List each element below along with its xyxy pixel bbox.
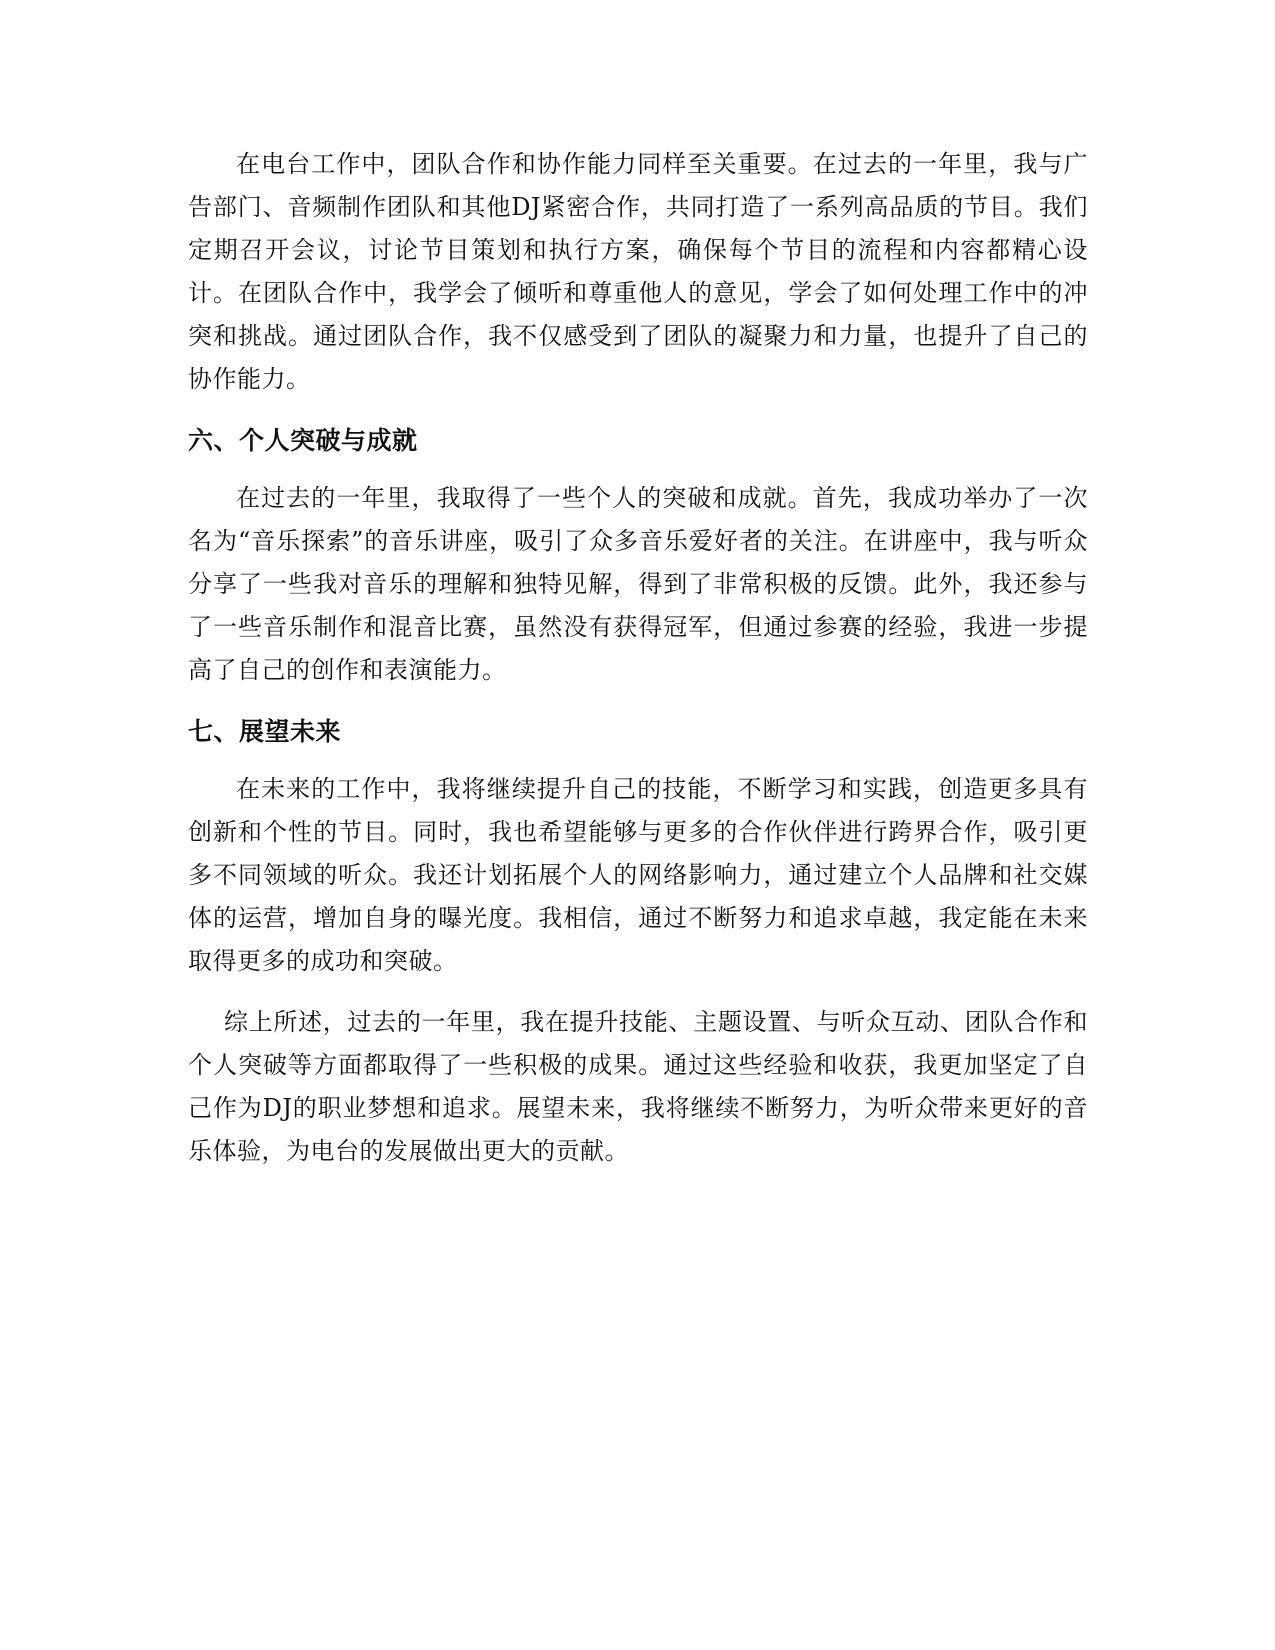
paragraph-future-outlook: 在未来的工作中，我将继续提升自己的技能，不断学习和实践，创造更多具有创新和个性的节目。同时，我也希望能够与更多的合作伙伴进行跨界合作，吸引更多不同领域的听众。我还计划拓展个人的网络影响力，通过建立个人品牌和社交媒体的运营，增加自身的曝光度。我相信，通过不断努力和追求卓越，我定能在未来取得更多的成功和突破。 [188, 775, 1088, 975]
paragraph-conclusion: 综上所述，过去的一年里，我在提升技能、主题设置、与听众互动、团队合作和个人突破等方面都取得了一些积极的成果。通过这些经验和收获，我更加坚定了自己作为DJ的职业梦想和追求。展望未来，我将继续不断努力，为听众带来更好的音乐体验，为电台的发展做出更大的贡献。 [188, 1008, 1088, 1165]
section-heading-personal-breakthrough: 六、个人突破与成就 [188, 426, 418, 455]
document-body [188, 143, 1088, 1173]
section-heading-future-outlook: 七、展望未来 [188, 717, 342, 746]
paragraph-personal-breakthrough: 在过去的一年里，我取得了一些个人的突破和成就。首先，我成功举办了一次名为“音乐探索”的音乐讲座，吸引了众多音乐爱好者的关注。在讲座中，我与听众分享了一些我对音乐的理解和独特见解，得到了非常积极的反馈。此外，我还参与了一些音乐制作和混音比赛，虽然没有获得冠军，但通过参赛的经验，我进一步提高了自己的创作和表演能力。 [188, 484, 1088, 684]
paragraph-teamwork: 在电台工作中，团队合作和协作能力同样至关重要。在过去的一年里，我与广告部门、音频制作团队和其他DJ紧密合作，共同打造了一系列高品质的节目。我们定期召开会议，讨论节目策划和执行方案，确保每个节目的流程和内容都精心设计。在团队合作中，我学会了倾听和尊重他人的意见，学会了如何处理工作中的冲突和挑战。通过团队合作，我不仅感受到了团队的凝聚力和力量，也提升了自己的协作能力。 [188, 150, 1088, 393]
